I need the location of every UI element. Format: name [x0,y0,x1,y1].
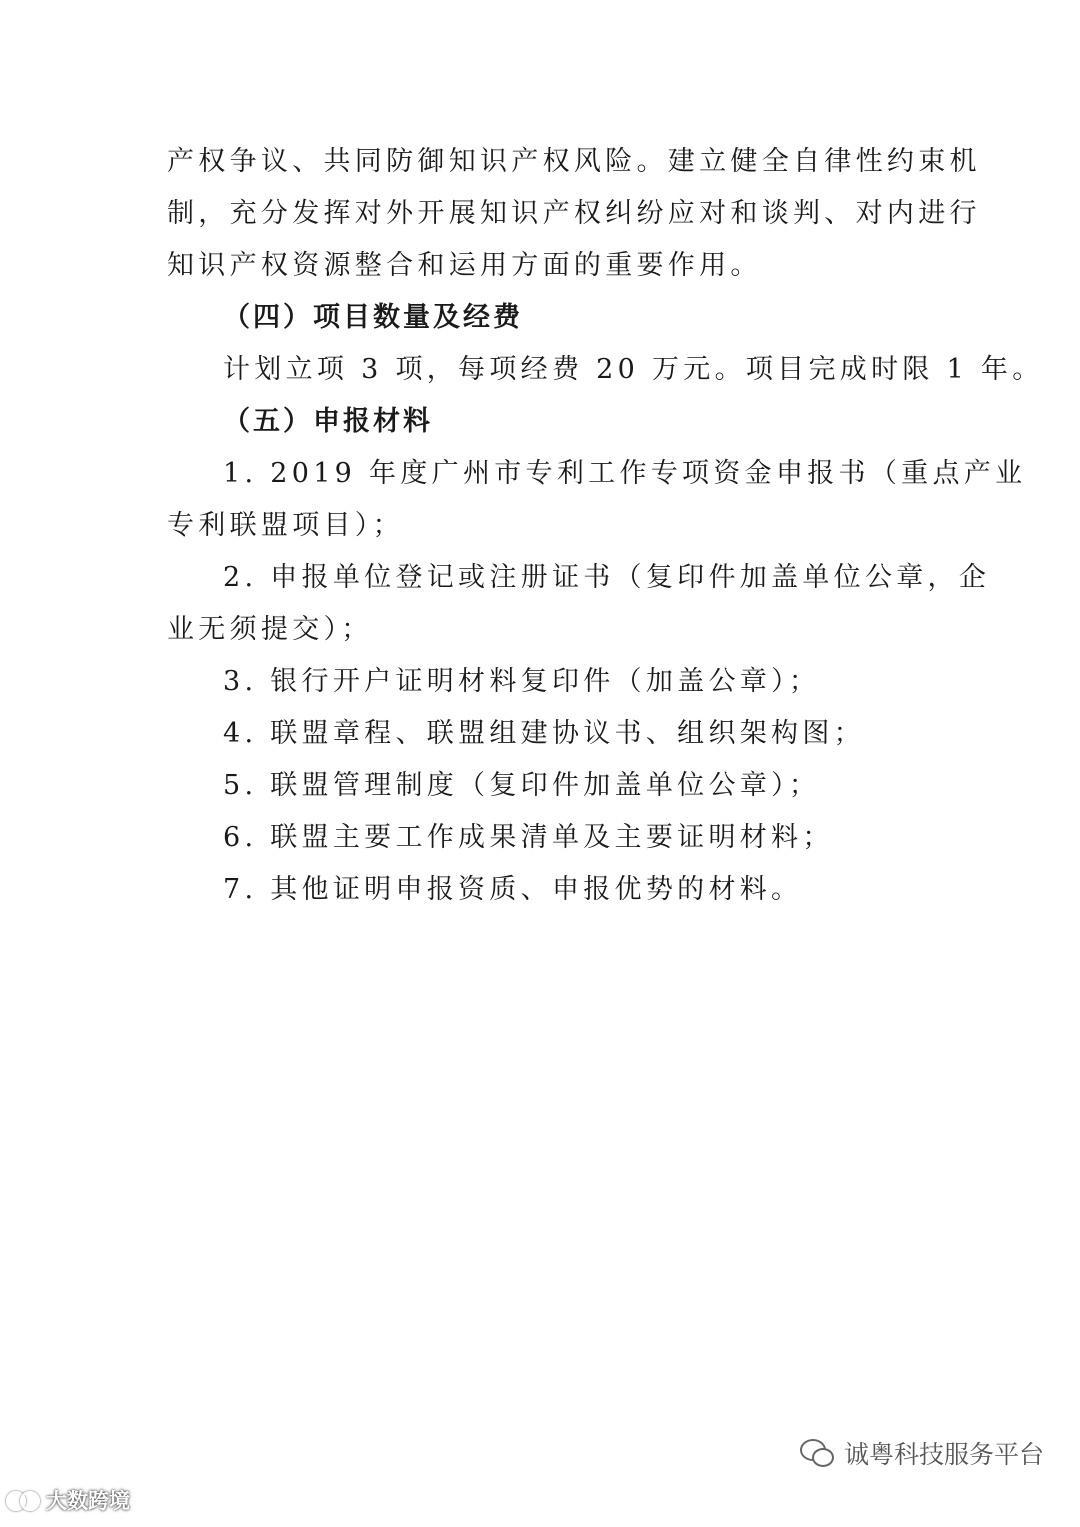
wechat-icon [800,1439,834,1467]
list-item-5: 5. 联盟管理制度（复印件加盖单位公章）； [223,770,821,801]
section-heading-4: （四）项目数量及经费 [223,302,523,333]
body-line: 制，充分发挥对外开展知识产权纠纷应对和谈判、对内进行 [167,198,981,229]
section-4-text: 计划立项 3 项，每项经费 20 万元。项目完成时限 1 年。 [223,354,1044,385]
rings-logo-icon [6,1491,40,1509]
list-item-7: 7. 其他证明申报资质、申报优势的材料。 [223,874,803,905]
list-item-2-cont: 业无须提交）； [167,614,373,645]
wechat-watermark [800,1435,1044,1471]
watermark-left-text: 大数跨境 [46,1489,130,1513]
list-item-1-cont: 专利联盟项目）； [167,510,404,541]
source-watermark [6,1485,130,1515]
list-item-2: 2. 申报单位登记或注册证书（复印件加盖单位公章，企 [223,562,991,593]
list-item-6: 6. 联盟主要工作成果清单及主要证明材料； [223,822,834,853]
list-item-4: 4. 联盟章程、联盟组建协议书、组织架构图； [223,718,865,749]
list-item-3: 3. 银行开户证明材料复印件（加盖公章）； [223,666,821,697]
document-body [167,136,1044,916]
body-line: 产权争议、共同防御知识产权风险。建立健全自律性约束机 [167,146,981,177]
section-heading-5: （五）申报材料 [223,406,433,437]
list-item-1: 1. 2019 年度广州市专利工作专项资金申报书（重点产业 [223,458,1027,489]
body-line: 知识产权资源整合和运用方面的重要作用。 [167,250,762,281]
watermark-right-text: 诚粤科技服务平台 [843,1440,1044,1469]
